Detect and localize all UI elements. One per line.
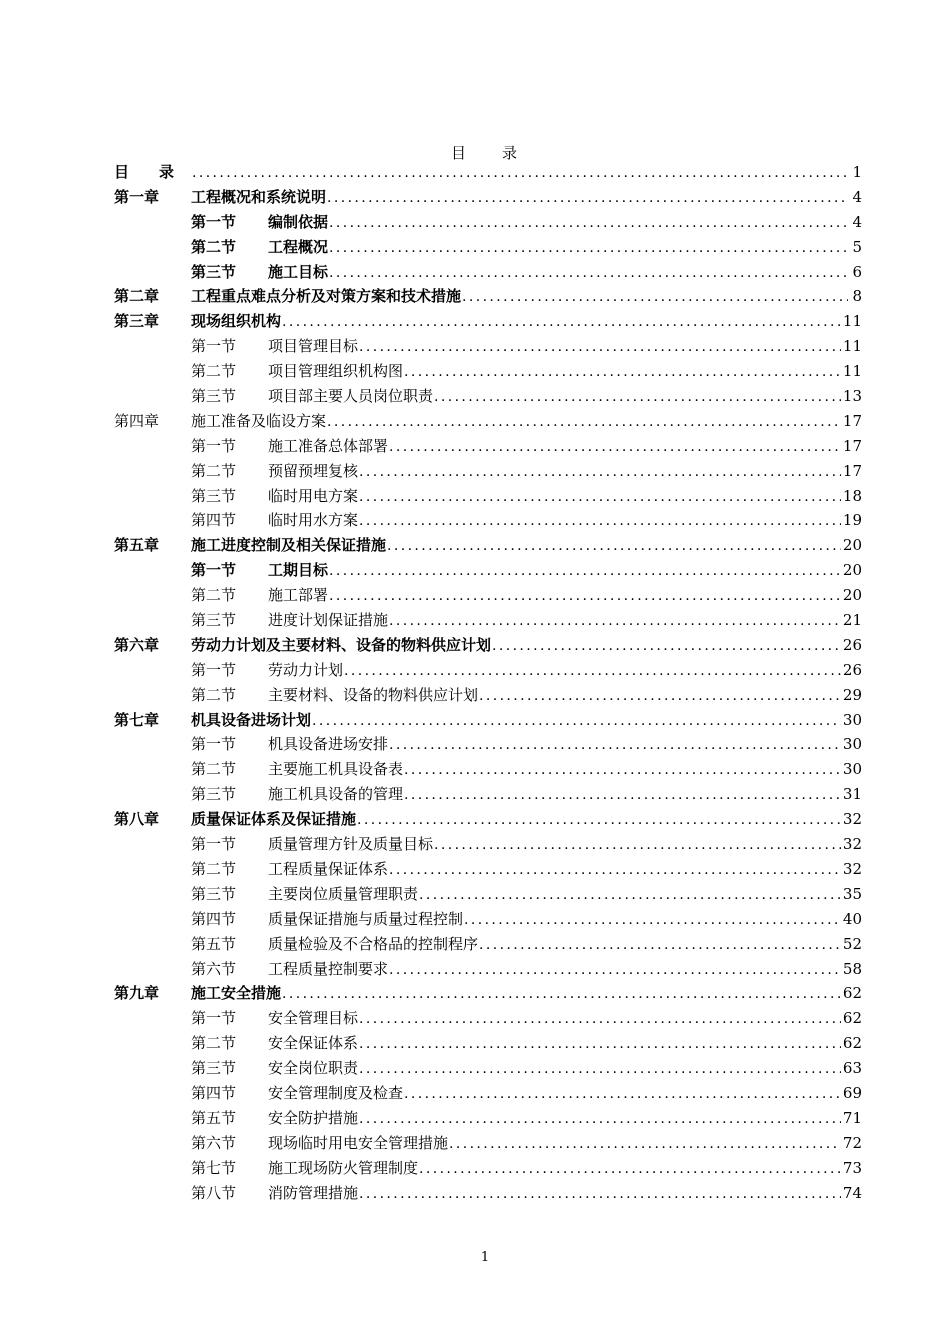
toc-entry-page-number: 20	[842, 561, 862, 580]
toc-entry-label: 第二节	[191, 461, 237, 480]
toc-section-entry[interactable]	[114, 1006, 862, 1031]
toc-dot-leader	[389, 858, 841, 883]
toc-dot-leader	[192, 161, 848, 186]
toc-entry-label: 第一节	[191, 212, 237, 231]
toc-chapter-entry[interactable]	[114, 633, 862, 658]
toc-dot-leader	[359, 509, 841, 534]
toc-section-entry[interactable]	[114, 359, 862, 384]
toc-section-entry[interactable]	[114, 1056, 862, 1081]
toc-entry-title: 机具设备进场安排	[268, 735, 389, 754]
toc-entry-label: 第八节	[191, 1183, 237, 1202]
toc-section-entry[interactable]	[114, 1181, 862, 1206]
toc-entry-page-number: 62	[842, 984, 862, 1003]
toc-entry-label: 第二节	[191, 586, 237, 605]
toc-entry-label: 第一章	[114, 187, 160, 206]
toc-entry-page-number: 74	[842, 1183, 862, 1202]
toc-entry-label: 第一节	[191, 561, 237, 580]
toc-entry-page-number: 11	[842, 362, 862, 381]
toc-entry-label: 第三节	[191, 785, 237, 804]
toc-dot-leader	[389, 733, 841, 758]
toc-dot-leader	[389, 958, 841, 983]
toc-entry-title: 项目部主要人员岗位职责	[268, 387, 434, 406]
toc-chapter-entry[interactable]	[114, 185, 862, 210]
toc-entry-label: 第三节	[191, 486, 237, 505]
toc-entry-page-number: 62	[842, 1034, 862, 1053]
toc-entry-title: 工程概况	[268, 237, 329, 256]
toc-chapter-entry[interactable]	[114, 708, 862, 733]
toc-entry-page-number: 19	[842, 511, 862, 530]
toc-chapter-entry[interactable]	[114, 807, 862, 832]
toc-entry-title: 施工准备总体部署	[268, 436, 389, 455]
toc-dot-leader	[344, 659, 841, 684]
toc-section-entry[interactable]	[114, 1081, 862, 1106]
toc-dot-leader	[404, 360, 841, 385]
toc-dot-leader	[329, 236, 848, 261]
toc-entry-page-number: 29	[842, 685, 862, 704]
toc-section-entry[interactable]	[114, 1131, 862, 1156]
toc-entry-title: 工程重点难点分析及对策方案和技术措施	[191, 287, 462, 306]
toc-section-entry[interactable]	[114, 932, 862, 957]
toc-section-entry[interactable]	[114, 384, 862, 409]
toc-entry-page-number: 52	[842, 934, 862, 953]
toc-entry-title: 质量管理方针及质量目标	[268, 835, 434, 854]
toc-dot-leader	[492, 634, 841, 659]
toc-entry-page-number: 21	[842, 611, 862, 630]
toc-section-entry[interactable]	[114, 832, 862, 857]
toc-dot-leader	[327, 410, 841, 435]
toc-entry-page-number: 32	[842, 835, 862, 854]
toc-entry-title: 机具设备进场计划	[191, 710, 312, 729]
toc-entry-label: 目 录	[114, 163, 175, 181]
toc-entry-label: 第一节	[191, 1009, 237, 1028]
toc-dot-leader	[282, 310, 841, 335]
toc-dot-leader	[462, 285, 848, 310]
toc-entry-label: 第七章	[114, 710, 160, 729]
toc-section-entry[interactable]	[114, 957, 862, 982]
toc-entry-label: 第一节	[191, 835, 237, 854]
toc-dot-leader	[434, 385, 841, 410]
toc-dot-leader	[359, 1057, 841, 1082]
toc-entry-title: 劳动力计划	[268, 660, 344, 679]
toc-entry-label: 第二节	[191, 362, 237, 381]
toc-entry-label: 第二章	[114, 287, 160, 306]
toc-entry-page-number: 4	[852, 187, 862, 206]
toc-entry-label: 第六节	[191, 959, 237, 978]
toc-section-entry[interactable]	[114, 558, 862, 583]
toc-entry-title: 预留预埋复核	[268, 461, 359, 480]
toc-dot-leader	[359, 460, 841, 485]
toc-entry-page-number: 30	[842, 710, 862, 729]
toc-dot-leader	[327, 186, 848, 211]
toc-dot-leader	[359, 1182, 841, 1207]
toc-entry-page-number: 73	[842, 1158, 862, 1177]
toc-section-entry[interactable]	[114, 857, 862, 882]
toc-section-entry[interactable]	[114, 608, 862, 633]
toc-entry-label: 第八章	[114, 810, 160, 829]
toc-entry-title: 施工现场防火管理制度	[268, 1158, 419, 1177]
toc-section-entry[interactable]	[114, 334, 862, 359]
toc-dot-leader	[464, 908, 841, 933]
toc-entry-page-number: 62	[842, 1009, 862, 1028]
toc-entry-page-number: 58	[842, 959, 862, 978]
toc-entry-page-number: 8	[852, 287, 862, 306]
page-title: 目 录	[450, 144, 519, 162]
toc-entry-label: 第三节	[191, 611, 237, 630]
toc-entry-title: 临时用水方案	[268, 511, 359, 530]
toc-section-entry[interactable]	[114, 658, 862, 683]
toc-section-entry[interactable]	[114, 210, 862, 235]
toc-chapter-entry[interactable]	[114, 409, 862, 434]
toc-entry-page-number: 4	[852, 212, 862, 231]
toc-dot-leader	[434, 833, 841, 858]
toc-entry-title: 主要岗位质量管理职责	[268, 884, 419, 903]
toc-entry-title: 施工部署	[268, 586, 329, 605]
toc-dot-leader	[479, 933, 841, 958]
toc-entry-title: 编制依据	[268, 212, 329, 231]
toc-entry-label: 第四节	[191, 1083, 237, 1102]
toc-chapter-entry[interactable]	[114, 309, 862, 334]
toc-entry-label: 第三节	[191, 387, 237, 406]
toc-chapter-entry[interactable]	[114, 284, 862, 309]
toc-entry-label: 第三节	[191, 1059, 237, 1078]
toc-dot-leader	[449, 1132, 841, 1157]
toc-entry-title: 工程概况和系统说明	[191, 187, 327, 206]
toc-entry-title: 质量保证体系及保证措施	[191, 810, 357, 829]
toc-entry-label: 第三章	[114, 312, 160, 331]
toc-dot-leader	[329, 211, 848, 236]
toc-entry-title: 质量保证措施与质量过程控制	[268, 909, 464, 928]
toc-entry-title: 进度计划保证措施	[268, 611, 389, 630]
toc-entry-title: 现场临时用电安全管理措施	[268, 1133, 449, 1152]
toc-entry-page-number: 5	[852, 237, 862, 256]
toc-entry-title: 项目管理目标	[268, 337, 359, 356]
toc-entry-label: 第五节	[191, 1108, 237, 1127]
toc-entry-title: 安全防护措施	[268, 1108, 359, 1127]
toc-entry-label: 第一节	[191, 660, 237, 679]
toc-entry-label: 第六章	[114, 635, 160, 654]
toc-dot-leader	[329, 261, 848, 286]
toc-entry-title: 施工准备及临设方案	[191, 411, 327, 430]
toc-dot-leader	[404, 1082, 841, 1107]
toc-dot-leader	[404, 758, 841, 783]
toc-entry-page-number: 26	[842, 660, 862, 679]
toc-section-entry[interactable]	[114, 683, 862, 708]
toc-entry-label: 第五节	[191, 934, 237, 953]
table-of-contents	[114, 160, 862, 1205]
toc-entry-page-number: 18	[842, 486, 862, 505]
toc-entry-page-number: 30	[842, 735, 862, 754]
toc-dot-leader	[419, 883, 841, 908]
toc-entry-title: 消防管理措施	[268, 1183, 359, 1202]
toc-entry-title: 主要材料、设备的物料供应计划	[268, 685, 479, 704]
toc-entry-label: 第二节	[191, 760, 237, 779]
toc-dot-leader	[419, 1157, 841, 1182]
toc-section-entry[interactable]	[114, 1031, 862, 1056]
toc-section-entry[interactable]	[114, 583, 862, 608]
toc-entry-title: 项目管理组织机构图	[268, 362, 404, 381]
toc-dot-leader	[312, 709, 841, 734]
toc-entry-title: 劳动力计划及主要材料、设备的物料供应计划	[191, 635, 492, 654]
toc-entry-page-number: 35	[842, 884, 862, 903]
toc-entry-title: 主要施工机具设备表	[268, 760, 404, 779]
toc-chapter-entry[interactable]	[114, 533, 862, 558]
toc-entry-page-number: 13	[842, 387, 862, 406]
page-footer-number: 1	[480, 1250, 490, 1265]
toc-section-entry[interactable]	[114, 459, 862, 484]
toc-section-entry[interactable]	[114, 434, 862, 459]
toc-dot-leader	[359, 335, 841, 360]
toc-section-entry[interactable]	[114, 260, 862, 285]
toc-entry-label: 第四节	[191, 909, 237, 928]
toc-section-entry[interactable]	[114, 1106, 862, 1131]
toc-entry-title: 安全管理目标	[268, 1009, 359, 1028]
toc-section-entry[interactable]	[114, 732, 862, 757]
toc-entry-page-number: 40	[842, 909, 862, 928]
toc-entry-label: 第一节	[191, 735, 237, 754]
toc-entry-label: 第二节	[191, 237, 237, 256]
toc-dot-leader	[282, 982, 841, 1007]
toc-entry-label: 第二节	[191, 685, 237, 704]
toc-entry-page-number: 31	[842, 785, 862, 804]
toc-entry-title: 施工目标	[268, 262, 329, 281]
toc-entry-title: 施工安全措施	[191, 984, 282, 1003]
toc-entry-page-number: 11	[842, 312, 862, 331]
toc-entry-title: 临时用电方案	[268, 486, 359, 505]
toc-entry-page-number: 32	[842, 810, 862, 829]
toc-entry-page-number: 71	[842, 1108, 862, 1127]
toc-entry-title: 施工进度控制及相关保证措施	[191, 536, 387, 555]
toc-entry-title: 安全管理制度及检查	[268, 1083, 404, 1102]
toc-entry-page-number: 17	[842, 461, 862, 480]
toc-dot-leader	[359, 1007, 841, 1032]
toc-entry-page-number: 11	[842, 337, 862, 356]
toc-section-entry[interactable]	[114, 508, 862, 533]
toc-entry-title: 安全岗位职责	[268, 1059, 359, 1078]
toc-dot-leader	[329, 584, 841, 609]
toc-dot-leader	[359, 1107, 841, 1132]
toc-entry-page-number: 72	[842, 1133, 862, 1152]
toc-dot-leader	[387, 534, 841, 559]
toc-entry-title: 安全保证体系	[268, 1034, 359, 1053]
toc-entry-page-number: 69	[842, 1083, 862, 1102]
toc-entry-title: 施工机具设备的管理	[268, 785, 404, 804]
toc-entry-label: 第六节	[191, 1133, 237, 1152]
toc-entry-page-number: 17	[842, 411, 862, 430]
toc-dot-leader	[359, 1032, 841, 1057]
toc-entry-page-number: 6	[852, 262, 862, 281]
toc-section-entry[interactable]	[114, 235, 862, 260]
toc-entry-page-number: 20	[842, 586, 862, 605]
toc-entry-label: 第三节	[191, 884, 237, 903]
toc-entry-page-number: 17	[842, 436, 862, 455]
toc-chapter-entry[interactable]	[114, 160, 862, 185]
toc-section-entry[interactable]	[114, 907, 862, 932]
toc-entry-page-number: 32	[842, 859, 862, 878]
toc-entry-page-number: 26	[842, 635, 862, 654]
toc-entry-title: 工程质量控制要求	[268, 959, 389, 978]
toc-dot-leader	[389, 609, 841, 634]
toc-dot-leader	[404, 783, 841, 808]
toc-entry-label: 第一节	[191, 337, 237, 356]
toc-entry-label: 第二节	[191, 1034, 237, 1053]
toc-entry-page-number: 20	[842, 536, 862, 555]
toc-entry-label: 第五章	[114, 536, 160, 555]
toc-entry-label: 第九章	[114, 984, 160, 1003]
toc-entry-page-number: 1	[852, 163, 862, 181]
toc-section-entry[interactable]	[114, 882, 862, 907]
toc-section-entry[interactable]	[114, 484, 862, 509]
toc-entry-label: 第四节	[191, 511, 237, 530]
toc-entry-title: 工程质量保证体系	[268, 859, 389, 878]
toc-dot-leader	[479, 684, 841, 709]
toc-entry-title: 质量检验及不合格品的控制程序	[268, 934, 479, 953]
toc-dot-leader	[389, 435, 841, 460]
toc-entry-label: 第一节	[191, 436, 237, 455]
toc-dot-leader	[329, 559, 841, 584]
toc-entry-page-number: 63	[842, 1059, 862, 1078]
toc-section-entry[interactable]	[114, 782, 862, 807]
toc-entry-label: 第二节	[191, 859, 237, 878]
toc-entry-page-number: 30	[842, 760, 862, 779]
toc-chapter-entry[interactable]	[114, 981, 862, 1006]
toc-entry-label: 第三节	[191, 262, 237, 281]
toc-dot-leader	[359, 485, 841, 510]
toc-entry-label: 第七节	[191, 1158, 237, 1177]
toc-section-entry[interactable]	[114, 757, 862, 782]
toc-entry-label: 第四章	[114, 411, 160, 430]
toc-section-entry[interactable]	[114, 1156, 862, 1181]
toc-entry-title: 工期目标	[268, 561, 329, 580]
toc-entry-title: 现场组织机构	[191, 312, 282, 331]
toc-dot-leader	[357, 808, 841, 833]
